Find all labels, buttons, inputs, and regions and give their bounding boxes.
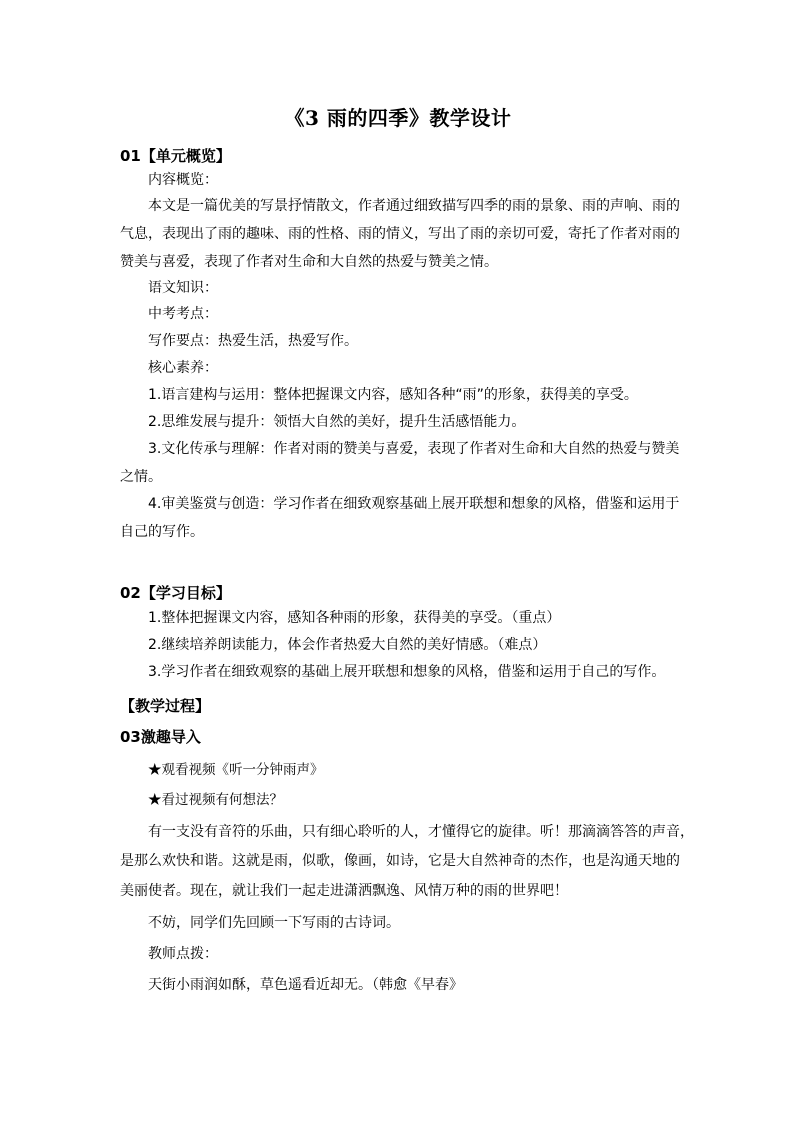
summary-line: 赞美与喜爱，表现了作者对生命和大自然的热爱与赞美之情。 [120,254,498,270]
intro-paragraph-line: 是那么欢快和谐。这就是雨，似歌，像画，如诗，它是大自然神奇的杰作，也是沟通天地的 [120,853,680,869]
core-literacy-item: 2.思维发展与提升：领悟大自然的美好，提升生活感悟能力。 [148,414,526,430]
summary-line: 本文是一篇优美的写景抒情散文，作者通过细致描写四季的雨的景象、雨的声响、雨的 [148,198,680,214]
core-literacy-item: 4.审美鉴赏与创造：学习作者在细致观察基础上展开联想和想象的风格，借鉴和运用于 [148,496,680,512]
activity-item: ★看过视频有何想法？ [148,792,283,808]
section-heading-intro: 03激趣导入 [120,728,201,746]
activity-item: ★观看视频《听一分钟雨声》 [148,762,324,778]
section-heading-unit-overview: 01【单元概览】 [120,147,231,165]
core-literacy-label: 核心素养： [148,360,218,376]
learning-goal: 2.继续培养朗读能力，体会作者热爱大自然的美好情感。（难点） [148,637,547,653]
document-title: 《3 雨的四季》教学设计 [284,106,512,130]
teacher-guidance-label: 教师点拨： [148,946,218,962]
writing-point: 写作要点：热爱生活，热爱写作。 [148,333,358,349]
core-literacy-item-cont: 之情。 [120,469,162,485]
poem-line: 天街小雨润如酥，草色遥看近却无。（韩愈《早春》 [148,977,463,993]
learning-goal: 3.学习作者在细致观察的基础上展开联想和想象的风格，借鉴和运用于自己的写作。 [148,664,666,680]
intro-paragraph-line: 美丽使者。现在，就让我们一起走进潇洒飘逸、风情万种的雨的世界吧！ [120,883,568,899]
content-overview-label: 内容概览： [148,172,218,188]
section-heading-learning-goals: 02【学习目标】 [120,584,231,602]
review-prompt: 不妨，同学们先回顾一下写雨的古诗词。 [148,915,400,931]
learning-goal: 1.整体把握课文内容，感知各种雨的形象，获得美的享受。（重点） [148,610,561,626]
core-literacy-item: 3.文化传承与理解：作者对雨的赞美与喜爱，表现了作者对生命和大自然的热爱与赞美 [148,441,680,457]
intro-paragraph-line: 有一支没有音符的乐曲，只有细心聆听的人，才懂得它的旋律。听！那滴滴答答的声音， [148,824,694,840]
exam-points-label: 中考考点： [148,306,218,322]
section-heading-teaching-process: 【教学过程】 [120,697,211,715]
summary-line: 气息，表现出了雨的趣味、雨的性格、雨的情义，写出了雨的亲切可爱，寄托了作者对雨的 [120,226,680,242]
core-literacy-item: 1.语言建构与运用：整体把握课文内容，感知各种“雨”的形象，获得美的享受。 [148,387,638,403]
language-knowledge-label: 语文知识： [148,280,218,296]
core-literacy-item-cont: 自己的写作。 [120,524,204,540]
